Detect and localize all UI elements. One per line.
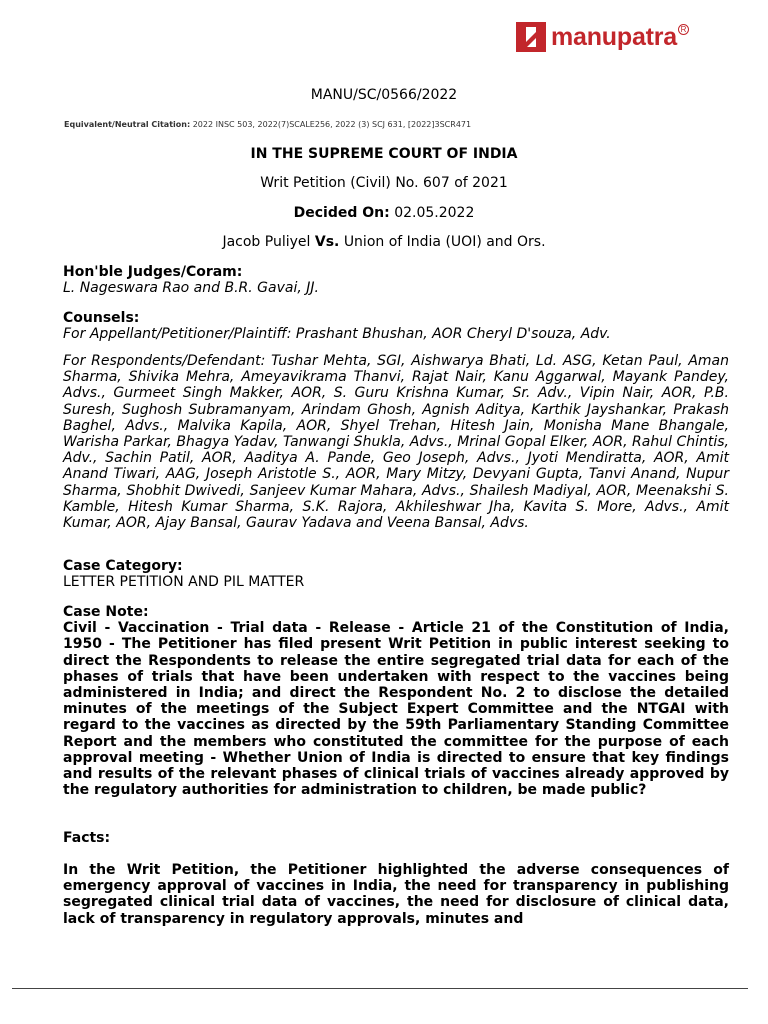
- brand-name: manupatra: [551, 23, 678, 51]
- petition-number: Writ Petition (Civil) No. 607 of 2021: [260, 175, 508, 191]
- citation-id: MANU/SC/0566/2022: [310, 87, 458, 103]
- counsels-heading: Counsels:: [63, 310, 140, 326]
- court-name: IN THE SUPREME COURT OF INDIA: [250, 146, 518, 162]
- party-petitioner: Jacob Puliyel: [222, 234, 311, 250]
- judges-heading: Hon'ble Judges/Coram:: [63, 264, 243, 280]
- counsel-appellant: For Appellant/Petitioner/Plaintiff: Prashant Bhushan, AOR Cheryl D'souza, Adv.: [63, 326, 611, 343]
- facts-text: In the Writ Petition, the Petitioner highlighted the adverse consequences of emergency approval of vaccines in India, the need for transparency in publishing segregated clinical trial data of vaccines, the need for disclosure of clinical data, lack of transparency in regulatory approvals, minutes and: [63, 862, 729, 927]
- case-category-value: LETTER PETITION AND PIL MATTER: [63, 574, 305, 591]
- judges-names: L. Nageswara Rao and B.R. Gavai, JJ.: [63, 280, 319, 297]
- equivalent-citation-label: Equivalent/Neutral Citation:: [64, 120, 191, 129]
- case-note-heading: Case Note:: [63, 604, 149, 620]
- counsels-section: [63, 310, 729, 342]
- counsel-respondents: For Respondents/Defendant: Tushar Mehta, SGI, Aishwarya Bhati, Ld. ASG, Ketan Paul, Aman Sharma, Shivika Mehra, Ameyavikrama Thanvi, Rajat Nair, Kanu Aggarwal, Mayank Pandey, Advs., Gurmeet Singh Makker, AOR, S. Guru Krishna Kumar, Sr. Adv., Vipin Nair, AOR, P.B. Suresh, Sughosh Subramanyam, Arindam Ghosh, Agnish Aditya, Karthik Jayshankar, Prakash Baghel, Advs., Malvika Kapila, AOR, Shyel Trehan, Hitesh Jain, Monisha Mane Bhangale, Warisha Parkar, Bhagya Yadav, Tanwangi Shukla, Advs., Mrinal Gopal Elker, AOR, Rahul Chintis, Adv., Sachin Patil, AOR, Aaditya A. Pande, Geo Joseph, Advs., Jyoti Mendiratta, AOR, Amit Anand Tiwari, AAG, Joseph Aristotle S., AOR, Mary Mitzy, Devyani Gupta, Tanvi Anand, Nupur Sharma, Shobhit Dwivedi, Sanjeev Kumar Mahara, Advs., Shailesh Madiyal, AOR, Meenakshi S. Kamble, Hitesh Kumar Sharma, S.K. Rajora, Akhileshwar Jha, Kavita S. More, Advs., Amit Kumar, AOR, Ajay Bansal, Gaurav Yadava and Veena Bansal, Advs.: [63, 353, 729, 532]
- party-respondent: Union of India (UOI) and Ors.: [343, 234, 546, 250]
- decided-on-label: Decided On:: [293, 205, 390, 221]
- manupatra-logo: [516, 22, 689, 52]
- judges-section: [63, 264, 729, 296]
- case-note-section: [63, 604, 729, 798]
- parties: [0, 234, 768, 250]
- equivalent-citation: [64, 120, 471, 129]
- decided-on: [0, 205, 768, 221]
- case-category-heading: Case Category:: [63, 558, 183, 574]
- equivalent-citation-value: 2022 INSC 503, 2022(7)SCALE256, 2022 (3) SCJ 631, [2022]3SCR471: [192, 120, 472, 129]
- facts-heading: Facts:: [63, 830, 111, 846]
- case-category-section: [63, 558, 729, 590]
- case-note-text: Civil - Vaccination - Trial data - Release - Article 21 of the Constitution of India, 1950 - The Petitioner has filed present Writ Petition in public interest seeking to direct the Respondents to release the entire segregated trial data for each of the phases of trials that have been undertaken with respect to the vaccines being administered in India; and direct the Respondent No. 2 to disclose the detailed minutes of the meetings of the Subject Expert Committee and the NTGAI with regard to the vaccines as directed by the 59th Parliamentary Standing Committee Report and the members who constituted the committee for the purpose of each approval meeting - Whether Union of India is directed to ensure that key findings and results of the relevant phases of clinical trials of vaccines already approved by the regulatory authorities for administration to children, be made public?: [63, 620, 729, 799]
- decided-on-date: 02.05.2022: [394, 205, 475, 221]
- versus: Vs.: [314, 234, 340, 250]
- footer-divider: [12, 988, 748, 989]
- registered-mark-icon: R: [678, 24, 689, 35]
- manupatra-logo-icon: [516, 22, 546, 52]
